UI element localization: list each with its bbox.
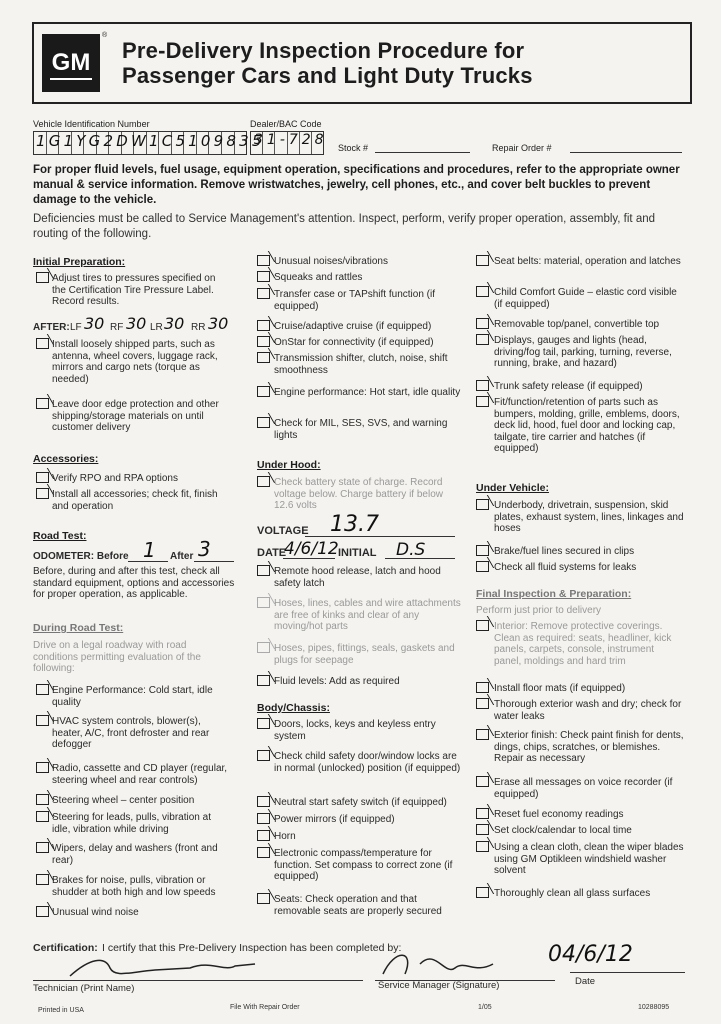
checkbox-squeaks[interactable] [257,271,270,282]
item-seat-belts: Seat belts: material, operation and latches [494,256,681,267]
checkbox-brakes-noise[interactable] [36,874,49,885]
manager-signature [375,944,505,982]
checkbox-remote-hood[interactable] [257,565,270,576]
item-hoses-lines: Hoses, lines, cables and wire attachments are free of kinks and clear of any moving/hot parts [274,598,461,632]
checkbox-underbody[interactable] [476,499,489,510]
checkbox-interior[interactable] [476,620,489,631]
stock-label: Stock # [338,143,369,153]
form-title [122,38,533,88]
checkbox-steering-leads[interactable] [36,811,49,822]
item-wind-noise: Unusual wind noise [52,907,139,918]
item-install-accessories: Install all accessories; check fit, finish and operation [52,489,218,512]
item-neutral-start: Neutral start safety switch (if equipped) [274,797,447,808]
trademark-mark: ® [102,32,108,39]
item-radio: Radio, cassette and CD player (regular, steering wheel and rear controls) [52,763,228,786]
dealer-value: 31-728 [254,132,328,148]
checkbox-seats[interactable] [257,893,270,904]
safety-instructions: For proper fluid levels, fuel usage, equipment operation, specifications and procedures, refer to the appropriate owner manual & service information. Remove wristwatches, jewelry, cell phones, etc., and cover belt buckles to prevent damage to the vehicle. [33,164,680,206]
item-child-comfort: Child Comfort Guide – elastic cord visible (if equipped) [494,287,677,310]
checkbox-doors[interactable] [257,718,270,729]
footer-file-with: File With Repair Order [230,1004,300,1011]
item-doors: Doors, locks, keys and keyless entry system [274,719,436,742]
vin-value: 1G1YG2DW1C5109835 [36,132,265,150]
item-onstar: OnStar for connectivity (if equipped) [274,337,434,348]
item-hoses-pipes: Hoses, pipes, fittings, seals, gaskets and plugs for seepage [274,643,455,666]
item-brake-lines: Brake/fuel lines secured in clips [494,546,635,557]
manager-label: Service Manager (Signature) [378,980,500,991]
item-transfer-case: Transfer case or TAPshift function (if equipped) [274,289,435,312]
checkbox-displays[interactable] [476,334,489,345]
item-adjust-tires: Adjust tires to pressures specified on the Certification Tire Pressure Label. Record results. [52,273,216,307]
technician-signature [60,950,260,982]
checkbox-radio[interactable] [36,762,49,773]
accessories-heading: Accessories: [33,453,99,465]
date-value: 4/6/12 [284,539,339,559]
checkbox-clean-cloth[interactable] [476,841,489,852]
repair-order-field[interactable] [570,152,682,153]
lf-label: LF [70,322,82,333]
item-battery: Check battery state of charge. Record voltage below. Charge battery if below 12.6 volts [274,477,443,511]
item-perform-prior: Perform just prior to delivery [476,605,602,616]
checkbox-child-comfort[interactable] [476,286,489,297]
lf-value: 30 [84,314,105,333]
item-floor-mats: Install floor mats (if equipped) [494,683,626,694]
footer-form-number: 10288095 [638,1004,670,1011]
checkbox-wind-noise[interactable] [36,906,49,917]
vin-label: Vehicle Identification Number [33,119,150,129]
checkbox-reset-fuel[interactable] [476,808,489,819]
odometer-after-field[interactable] [194,561,234,562]
item-transmission: Transmission shifter, clutch, noise, shift smoothness [274,353,448,376]
footer-rev: 1/05 [478,1004,492,1011]
rr-value: 30 [208,314,229,333]
item-fluid-levels: Fluid levels: Add as required [274,676,400,687]
checkbox-check-mil[interactable] [257,417,270,428]
checkbox-glass[interactable] [476,887,489,898]
deficiency-instructions: Deficiencies must be called to Service Management's attention. Inspect, perform, verify proper operation, assembly, fit and routing of the following. [33,213,656,240]
checkbox-hoses-lines[interactable] [257,597,270,608]
checkbox-fit-function[interactable] [476,396,489,407]
item-unusual-noises: Unusual noises/vibrations [274,256,388,267]
checkbox-verify-rpo[interactable] [36,472,49,483]
checkbox-trunk-release[interactable] [476,380,489,391]
item-fit-function: Fit/function/retention of parts such as bumpers, molding, grille, emblems, doors, deck lid, hood, fuel door and locking cap, tailgate, tire carrier and hatches (if equipped) [494,397,680,454]
odometer-after-label: After [170,551,194,562]
checkbox-seat-belts[interactable] [476,255,489,266]
checkbox-erase-messages[interactable] [476,776,489,787]
checkbox-hvac[interactable] [36,715,49,726]
item-child-lock: Check child safety door/window locks are in normal (unlocked) position (if equipped) [274,751,461,774]
certification-text: I certify that this Pre-Delivery Inspection has been completed by: [102,942,402,954]
item-hvac: HVAC system controls, blower(s), heater, A/C, front defroster and rear defogger [52,716,210,750]
initial-prep-heading: Initial Preparation: [33,256,126,268]
checkbox-battery[interactable] [257,476,270,487]
item-brakes-noise: Brakes for noise, pulls, vibration or shudder at both high and low speeds [52,875,216,898]
stock-field[interactable] [375,152,470,153]
dealer-label: Dealer/BAC Code [250,119,322,129]
item-removable-top: Removable top/panel, convertible top [494,319,660,330]
item-underbody: Underbody, drivetrain, suspension, skid plates, exhaust system, lines, linkages and hoses [494,500,684,534]
item-exterior-finish: Exterior finish: Check paint finish for dents, dings, chips, scratches, or blemishes. Repair as necessary [494,730,684,764]
date-label: DATE [257,547,287,559]
checkbox-fluid-systems[interactable] [476,561,489,572]
item-squeaks: Squeaks and rattles [274,272,363,283]
checkbox-exterior-finish[interactable] [476,729,489,740]
voltage-label: VOLTAGE [257,525,309,537]
lr-value: 30 [164,314,185,333]
checkbox-removable-top[interactable] [476,318,489,329]
under-vehicle-heading: Under Vehicle: [476,482,549,494]
item-verify-rpo: Verify RPO and RPA options [52,473,178,484]
item-power-mirrors: Power mirrors (if equipped) [274,814,395,825]
item-wipers: Wipers, delay and washers (front and rear) [52,843,218,866]
item-before-during: Before, during and after this test, check all standard equipment, options and accessories for proper operation, as applicable. [33,566,235,600]
after-label: AFTER: [33,322,70,333]
body-chassis-heading: Body/Chassis: [257,702,330,714]
rr-label: RR [191,322,206,333]
item-engine-hot: Engine performance: Hot start, idle quality [274,387,461,398]
certification-date-value: 04/6/12 [548,942,633,967]
item-seats: Seats: Check operation and that removable seats are properly secured [274,894,442,917]
checkbox-floor-mats[interactable] [476,682,489,693]
odometer-after-value: 3 [198,537,211,561]
under-hood-heading: Under Hood: [257,459,321,471]
checkbox-transfer-case[interactable] [257,288,270,299]
checkbox-power-mirrors[interactable] [257,813,270,824]
title-line-2: Passenger Cars and Light Duty Trucks [122,63,533,88]
voltage-field[interactable] [305,536,455,537]
item-horn: Horn [274,831,296,842]
item-cruise: Cruise/adaptive cruise (if equipped) [274,321,432,332]
checkbox-engine-cold[interactable] [36,684,49,695]
checkbox-install-loose[interactable] [36,338,49,349]
rf-label: RF [110,322,124,333]
initial-label: INITIAL [338,547,377,559]
technician-line[interactable] [33,980,363,981]
item-interior: Interior: Remove protective coverings. Clean as required: seats, headliner, kick panels, carpets, console, instrument panel, moldings and hard trim [494,621,672,667]
date-label-certification: Date [575,976,596,987]
item-glass: Thoroughly clean all glass surfaces [494,888,651,899]
item-exterior-wash: Thorough exterior wash and dry; check for water leaks [494,699,682,722]
checkbox-set-clock[interactable] [476,824,489,835]
checkbox-child-lock[interactable] [257,750,270,761]
checkbox-adjust-tires[interactable] [36,272,49,283]
odometer-before-value: 1 [143,538,156,562]
checkbox-compass[interactable] [257,847,270,858]
checkbox-install-accessories[interactable] [36,488,49,499]
item-erase-messages: Erase all messages on voice recorder (if equipped) [494,777,673,800]
checkbox-unusual-noises[interactable] [257,255,270,266]
checkbox-transmission[interactable] [257,352,270,363]
checkbox-steering-center[interactable] [36,794,49,805]
checkbox-onstar[interactable] [257,336,270,347]
lr-label: LR [150,322,163,333]
date-line[interactable] [570,972,685,973]
item-displays: Displays, gauges and lights (head, driving/fog tail, parking, turning, reverse, running, brake, and hazard) [494,335,672,369]
gm-logo: GM [42,34,100,92]
item-fluid-systems: Check all fluid systems for leaks [494,562,637,573]
checkbox-wipers[interactable] [36,842,49,853]
odometer-before-label: ODOMETER: Before [33,551,129,562]
item-drive-legal: Drive on a legal roadway with road conditions permitting evaluation of the following: [33,640,201,674]
item-reset-fuel: Reset fuel economy readings [494,809,624,820]
checkbox-fluid-levels[interactable] [257,675,270,686]
checkbox-leave-door[interactable] [36,398,49,409]
checkbox-exterior-wash[interactable] [476,698,489,709]
initial-value: D.S [396,540,426,560]
certification-label: Certification: [33,942,98,954]
title-line-1: Pre-Delivery Inspection Procedure for [122,38,525,63]
item-steering-leads: Steering for leads, pulls, vibration at idle, vibration while driving [52,812,211,835]
road-test-heading: Road Test: [33,530,87,542]
repair-order-label: Repair Order # [492,143,552,153]
item-engine-cold: Engine Performance: Cold start, idle quality [52,685,213,708]
checkbox-brake-lines[interactable] [476,545,489,556]
item-trunk-release: Trunk safety release (if equipped) [494,381,643,392]
during-road-test-heading: During Road Test: [33,622,124,634]
technician-label: Technician (Print Name) [33,983,135,994]
rf-value: 30 [126,314,147,333]
item-compass: Electronic compass/temperature for function. Set compass to correct zone (if equipped) [274,848,453,882]
voltage-value: 13.7 [330,512,379,537]
item-install-loose: Install loosely shipped parts, such as antenna, wheel covers, luggage rack, mirrors and cargo nets (torque as needed) [52,339,218,385]
item-remote-hood: Remote hood release, latch and hood safety latch [274,566,441,589]
checkbox-engine-hot[interactable] [257,386,270,397]
item-leave-door: Leave door edge protection and other shipping/storage materials on until customer delivery [52,399,219,433]
item-set-clock: Set clock/calendar to local time [494,825,632,836]
item-clean-cloth: Using a clean cloth, clean the wiper blades using GM Optikleen windshield washer solvent [494,842,684,876]
checkbox-neutral-start[interactable] [257,796,270,807]
form-header [32,22,692,104]
final-inspection-heading: Final Inspection & Preparation: [476,588,632,600]
item-steering-center: Steering wheel – center position [52,795,195,806]
checkbox-cruise[interactable] [257,320,270,331]
checkbox-horn[interactable] [257,830,270,841]
footer-printed: Printed in USA [38,1007,84,1014]
checkbox-hoses-pipes[interactable] [257,642,270,653]
item-check-mil: Check for MIL, SES, SVS, and warning lights [274,418,448,441]
